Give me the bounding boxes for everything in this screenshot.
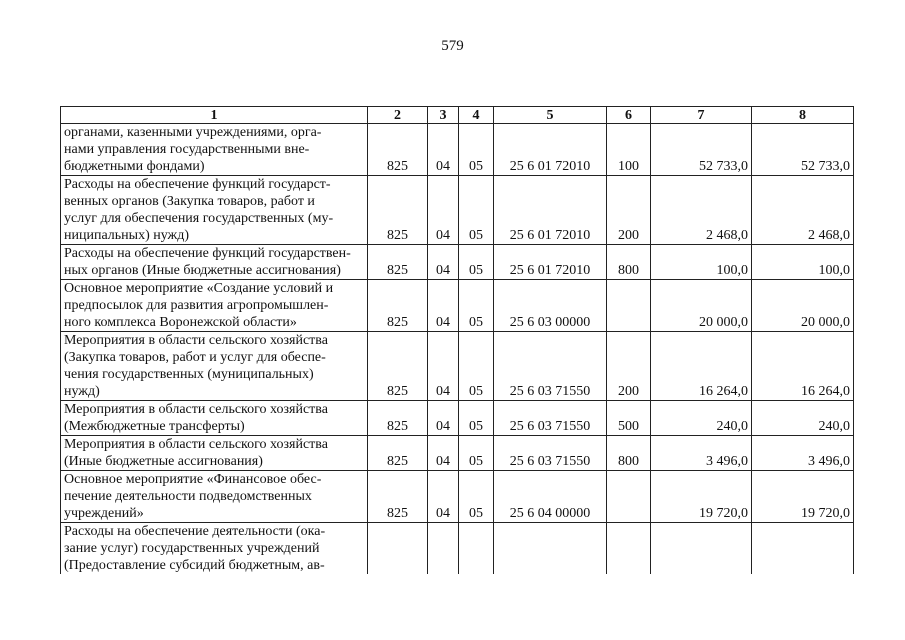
desc-line: (Межбюджетные трансферты): [64, 419, 245, 434]
cell-sum-2: 240,0: [752, 401, 854, 436]
cell-csr: [494, 523, 607, 575]
cell-sum-2: 3 496,0: [752, 436, 854, 471]
table-row: [61, 245, 854, 280]
cell-gr: 825: [368, 471, 428, 523]
cell-pr: 05: [459, 124, 494, 176]
desc-line: услуг для обеспечения государственных (му-: [64, 211, 334, 226]
header-cell: 3: [428, 107, 459, 124]
desc-line: Мероприятия в области сельского хозяйства: [64, 333, 328, 348]
cell-pr: 05: [459, 280, 494, 332]
desc-line: Основное мероприятие «Финансовое обес-: [64, 472, 322, 487]
cell-gr: 825: [368, 176, 428, 245]
header-row: [61, 107, 854, 124]
desc-line: чения государственных (муниципальных): [64, 367, 314, 382]
cell-csr: 25 6 01 72010: [494, 124, 607, 176]
desc-line: нужд): [64, 384, 100, 399]
cell-sum-2: 2 468,0: [752, 176, 854, 245]
desc-line: бюджетными фондами): [64, 159, 205, 174]
row-description: [61, 436, 368, 471]
cell-pr: 05: [459, 332, 494, 401]
desc-line: печение деятельности подведомственных: [64, 489, 312, 504]
cell-rz: 04: [428, 436, 459, 471]
cell-csr: 25 6 03 71550: [494, 332, 607, 401]
cell-pr: [459, 523, 494, 575]
cell-rz: 04: [428, 245, 459, 280]
table-row: [61, 124, 854, 176]
cell-csr: 25 6 04 00000: [494, 471, 607, 523]
desc-line: Расходы на обеспечение функций государст-: [64, 177, 331, 192]
cell-sum-2: [752, 523, 854, 575]
desc-line: учреждений»: [64, 506, 144, 521]
cell-sum-1: 20 000,0: [651, 280, 752, 332]
cell-gr: 825: [368, 245, 428, 280]
cell-rz: 04: [428, 471, 459, 523]
header-cell: 2: [368, 107, 428, 124]
table-row: [61, 436, 854, 471]
cell-gr: [368, 523, 428, 575]
cell-pr: 05: [459, 245, 494, 280]
cell-sum-1: 240,0: [651, 401, 752, 436]
cell-pr: 05: [459, 471, 494, 523]
cell-vr: 200: [607, 332, 651, 401]
cell-gr: 825: [368, 280, 428, 332]
cell-sum-1: [651, 523, 752, 575]
desc-line: (Иные бюджетные ассигнования): [64, 454, 263, 469]
cell-gr: 825: [368, 401, 428, 436]
cell-csr: 25 6 01 72010: [494, 176, 607, 245]
cell-csr: 25 6 03 71550: [494, 436, 607, 471]
header-cell: 6: [607, 107, 651, 124]
cell-vr: [607, 523, 651, 575]
row-description: [61, 245, 368, 280]
desc-line: предпосылок для развития агропромышлен-: [64, 298, 329, 313]
cell-vr: 100: [607, 124, 651, 176]
row-description: [61, 523, 368, 575]
header-cell: 5: [494, 107, 607, 124]
desc-line: (Предоставление субсидий бюджетным, ав-: [64, 558, 325, 573]
table-row: [61, 471, 854, 523]
cell-csr: 25 6 03 71550: [494, 401, 607, 436]
cell-pr: 05: [459, 436, 494, 471]
cell-csr: 25 6 03 00000: [494, 280, 607, 332]
cell-rz: 04: [428, 280, 459, 332]
page-number: 579: [441, 38, 464, 54]
desc-line: зание услуг) государственных учреждений: [64, 541, 320, 556]
budget-table: [60, 106, 854, 574]
cell-sum-2: 20 000,0: [752, 280, 854, 332]
desc-line: ных органов (Иные бюджетные ассигнования): [64, 263, 341, 278]
row-description: [61, 401, 368, 436]
header-cell: 4: [459, 107, 494, 124]
cell-vr: [607, 471, 651, 523]
desc-line: Расходы на обеспечение функций государствен-: [64, 246, 351, 261]
row-description: [61, 176, 368, 245]
cell-gr: 825: [368, 124, 428, 176]
cell-rz: 04: [428, 332, 459, 401]
cell-rz: [428, 523, 459, 575]
cell-sum-1: 2 468,0: [651, 176, 752, 245]
table-row: [61, 401, 854, 436]
cell-sum-2: 19 720,0: [752, 471, 854, 523]
desc-line: органами, казенными учреждениями, орга-: [64, 125, 322, 140]
cell-sum-2: 100,0: [752, 245, 854, 280]
row-description: [61, 471, 368, 523]
header-cell: 8: [752, 107, 854, 124]
cell-vr: 800: [607, 436, 651, 471]
desc-line: Мероприятия в области сельского хозяйства: [64, 437, 328, 452]
desc-line: нами управления государственными вне-: [64, 142, 310, 157]
cell-rz: 04: [428, 401, 459, 436]
row-description: [61, 332, 368, 401]
cell-rz: 04: [428, 176, 459, 245]
cell-vr: 800: [607, 245, 651, 280]
cell-gr: 825: [368, 436, 428, 471]
desc-line: венных органов (Закупка товаров, работ и: [64, 194, 315, 209]
cell-gr: 825: [368, 332, 428, 401]
cell-sum-1: 52 733,0: [651, 124, 752, 176]
cell-csr: 25 6 01 72010: [494, 245, 607, 280]
cell-vr: 500: [607, 401, 651, 436]
cell-sum-1: 16 264,0: [651, 332, 752, 401]
cell-sum-1: 19 720,0: [651, 471, 752, 523]
cell-vr: [607, 280, 651, 332]
cell-sum-2: 16 264,0: [752, 332, 854, 401]
cell-rz: 04: [428, 124, 459, 176]
desc-line: Мероприятия в области сельского хозяйства: [64, 402, 328, 417]
cell-vr: 200: [607, 176, 651, 245]
desc-line: (Закупка товаров, работ и услуг для обеспе-: [64, 350, 326, 365]
cell-pr: 05: [459, 176, 494, 245]
desc-line: ного комплекса Воронежской области»: [64, 315, 297, 330]
desc-line: Основное мероприятие «Создание условий и: [64, 281, 334, 296]
table-row: [61, 176, 854, 245]
cell-sum-2: 52 733,0: [752, 124, 854, 176]
table-row: [61, 332, 854, 401]
header-cell: 7: [651, 107, 752, 124]
cell-pr: 05: [459, 401, 494, 436]
desc-line: Расходы на обеспечение деятельности (ока-: [64, 524, 326, 539]
row-description: [61, 280, 368, 332]
cell-sum-1: 3 496,0: [651, 436, 752, 471]
desc-line: ниципальных) нужд): [64, 228, 189, 243]
table-row: [61, 280, 854, 332]
header-cell: 1: [61, 107, 368, 124]
table-row: [61, 523, 854, 575]
cell-sum-1: 100,0: [651, 245, 752, 280]
row-description: [61, 124, 368, 176]
